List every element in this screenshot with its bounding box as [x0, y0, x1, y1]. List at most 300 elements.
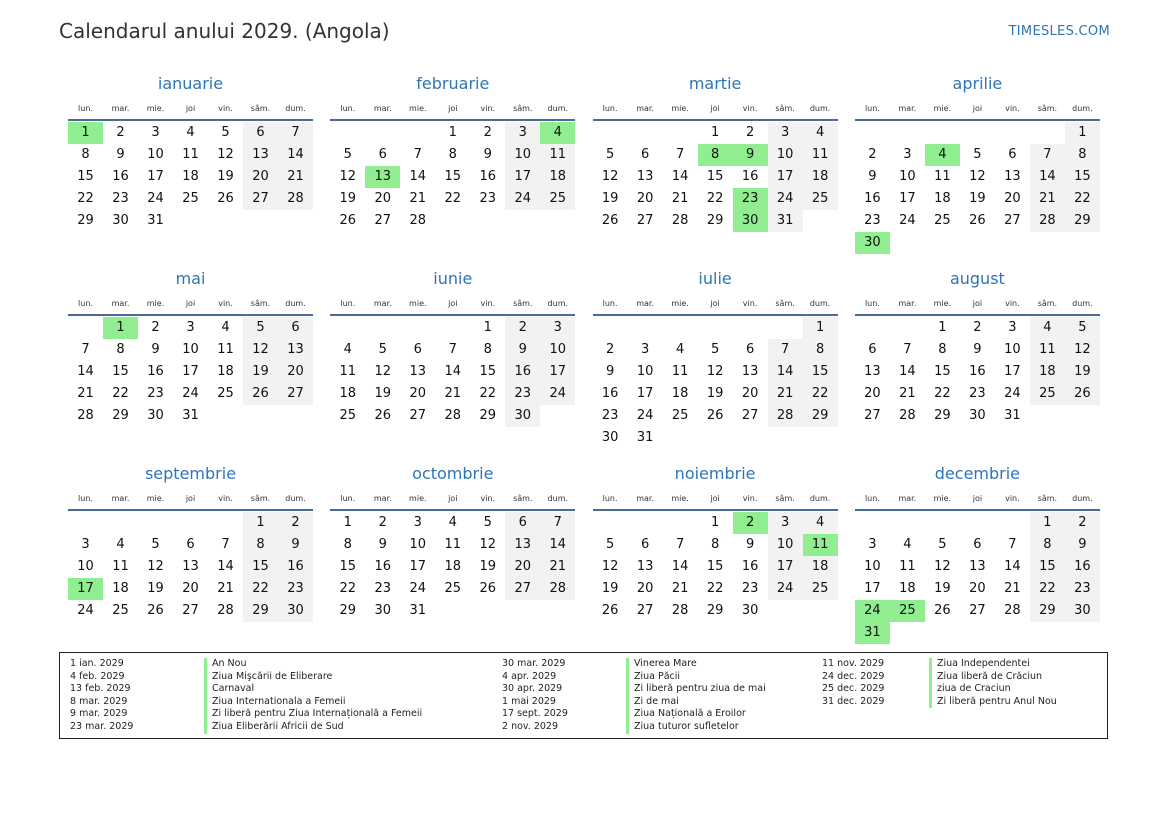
day-cell: 15 [444, 169, 462, 184]
day-cell: 25 [182, 191, 199, 206]
day-cell: 3 [151, 125, 160, 140]
holiday-day-cell: 1 [68, 122, 103, 144]
day-cell: 14 [671, 559, 689, 574]
weekday-label: mie. [409, 494, 427, 503]
day-cell: 20 [1004, 191, 1021, 206]
day-cell: 9 [1065, 534, 1100, 556]
day-cell: 8 [81, 147, 90, 162]
day-cell: 15 [1030, 556, 1065, 578]
day-cell: 30 [278, 600, 313, 622]
day-cell: 13 [636, 559, 654, 574]
day-cell: 30 [741, 603, 759, 618]
month-divider [68, 119, 313, 121]
day-cell: 8 [116, 342, 125, 357]
day-cell: 2 [605, 342, 615, 357]
weekday-label: vin. [1005, 299, 1020, 308]
weekday-label: dum. [809, 104, 831, 113]
day-cell: 18 [339, 386, 357, 401]
day-cell: 4 [803, 122, 838, 144]
day-cell: 11 [1030, 339, 1065, 361]
day-cell: 10 [864, 559, 881, 574]
month-name: septembrie [144, 464, 237, 483]
day-cell: 8 [710, 537, 720, 552]
day-cell: 7 [903, 342, 912, 357]
day-cell: 27 [243, 188, 278, 210]
day-cell: 21 [444, 386, 462, 401]
weekday-label: mie. [409, 299, 427, 308]
day-cell: 19 [243, 361, 278, 383]
day-cell: 21 [77, 386, 94, 401]
day-cell: 29 [1030, 600, 1065, 622]
day-cell: 9 [868, 169, 877, 184]
day-cell: 16 [374, 559, 392, 574]
day-cell: 23 [147, 386, 164, 401]
day-cell: 2 [151, 320, 160, 335]
day-cell: 15 [479, 364, 497, 379]
day-cell: 8 [803, 339, 838, 361]
day-cell: 12 [339, 169, 357, 184]
day-cell: 23 [969, 386, 986, 401]
day-cell: 6 [243, 122, 278, 144]
day-cell: 5 [243, 317, 278, 339]
day-cell: 8 [1030, 534, 1065, 556]
day-cell: 20 [409, 386, 427, 401]
weekday-label: joi [972, 104, 983, 113]
day-cell: 2 [745, 125, 755, 140]
day-cell: 23 [864, 213, 881, 228]
day-cell: 19 [969, 191, 986, 206]
day-cell: 20 [374, 191, 392, 206]
day-cell: 28 [77, 408, 94, 423]
weekday-label: sâm. [1037, 299, 1058, 308]
day-cell: 5 [1065, 317, 1100, 339]
holiday-name: Ziua Independentei [929, 658, 1057, 671]
weekday-label: sâm. [513, 104, 533, 113]
weekday-label: vin. [218, 299, 233, 308]
holiday-day-cell: 4 [540, 122, 575, 144]
day-cell: 31 [1004, 408, 1021, 423]
day-cell: 9 [116, 147, 125, 162]
day-cell: 6 [640, 147, 650, 162]
day-cell: 2 [1065, 512, 1100, 534]
weekday-label: lun. [78, 299, 93, 308]
day-cell: 24 [1004, 386, 1021, 401]
day-cell: 20 [636, 191, 654, 206]
weekday-label: mie. [933, 494, 952, 503]
day-cell: 26 [339, 213, 357, 228]
weekday-label: vin. [480, 104, 496, 113]
weekday-label: dum. [809, 299, 831, 308]
day-cell: 3 [640, 342, 650, 357]
weekday-label: sâm. [250, 299, 271, 308]
day-cell: 12 [601, 169, 619, 184]
day-cell: 28 [409, 213, 427, 228]
day-cell: 12 [243, 339, 278, 361]
day-cell: 24 [899, 213, 916, 228]
month-name: decembrie [934, 464, 1021, 483]
day-cell: 1 [1030, 512, 1065, 534]
month-name: iulie [698, 269, 732, 288]
day-cell: 16 [864, 191, 881, 206]
weekday-label: lun. [340, 104, 356, 113]
day-cell: 13 [636, 169, 654, 184]
day-cell: 11 [934, 169, 951, 184]
day-cell: 29 [706, 603, 724, 618]
day-cell: 19 [374, 386, 392, 401]
day-cell: 23 [278, 578, 313, 600]
day-cell: 4 [221, 320, 230, 335]
day-cell: 9 [151, 342, 160, 357]
day-cell: 29 [479, 408, 497, 423]
day-cell: 26 [706, 408, 724, 423]
day-cell: 24 [77, 603, 94, 618]
day-cell: 3 [903, 147, 912, 162]
month-divider [855, 509, 1100, 511]
holiday-name: Ziua Internationala a Femeii [204, 696, 422, 709]
day-cell: 14 [217, 559, 234, 574]
day-cell: 30 [601, 430, 619, 445]
day-cell: 14 [899, 364, 916, 379]
weekday-label: joi [972, 494, 983, 503]
day-cell: 31 [147, 213, 164, 228]
day-cell: 14 [1030, 166, 1065, 188]
day-cell: 19 [706, 386, 724, 401]
weekday-label: mar. [636, 299, 654, 308]
day-cell: 25 [444, 581, 462, 596]
day-cell: 4 [1030, 317, 1065, 339]
weekday-label: vin. [480, 494, 496, 503]
holiday-date: 25 dec. 2029 [822, 683, 885, 695]
weekday-label: joi [710, 104, 720, 113]
legend-names-col-2 [626, 658, 766, 734]
day-cell: 7 [1030, 144, 1065, 166]
day-cell: 16 [505, 361, 540, 383]
day-cell: 27 [278, 383, 313, 405]
day-cell: 16 [741, 169, 759, 184]
holiday-name: Ziua Păcii [626, 671, 766, 684]
day-cell: 15 [706, 559, 724, 574]
day-cell: 14 [540, 534, 575, 556]
day-cell: 26 [217, 191, 234, 206]
month-divider [855, 314, 1100, 316]
day-cell: 4 [803, 512, 838, 534]
day-cell: 29 [803, 405, 838, 427]
day-cell: 22 [934, 386, 951, 401]
day-cell: 20 [505, 556, 540, 578]
day-cell: 1 [343, 515, 352, 530]
day-cell: 24 [505, 188, 540, 210]
day-cell: 25 [1030, 383, 1065, 405]
day-cell: 29 [934, 408, 951, 423]
day-cell: 22 [444, 191, 462, 206]
day-cell: 15 [77, 169, 94, 184]
day-cell: 4 [343, 342, 352, 357]
day-cell: 4 [116, 537, 125, 552]
day-cell: 20 [741, 386, 759, 401]
day-cell: 10 [768, 534, 803, 556]
weekday-label: lun. [864, 494, 880, 503]
day-cell: 25 [540, 188, 575, 210]
day-cell: 28 [671, 213, 689, 228]
day-cell: 18 [182, 169, 199, 184]
day-cell: 15 [1065, 166, 1100, 188]
day-cell: 5 [938, 537, 947, 552]
day-cell: 10 [636, 364, 654, 379]
day-cell: 17 [1004, 364, 1021, 379]
day-cell: 5 [221, 125, 230, 140]
day-cell: 9 [973, 342, 982, 357]
holiday-day-cell: 30 [733, 210, 768, 232]
day-cell: 16 [1065, 556, 1100, 578]
weekday-label: vin. [1005, 104, 1020, 113]
weekday-label: sâm. [1037, 104, 1058, 113]
holiday-date: 17 sept. 2029 [502, 708, 568, 720]
day-cell: 28 [768, 405, 803, 427]
holiday-day-cell: 25 [890, 600, 925, 622]
day-cell: 8 [1065, 144, 1100, 166]
day-cell: 30 [112, 213, 129, 228]
day-cell: 2 [505, 317, 540, 339]
day-cell: 18 [540, 166, 575, 188]
holiday-date: 31 dec. 2029 [822, 695, 885, 707]
month-divider [330, 314, 575, 316]
holiday-date: 23 mar. 2029 [70, 720, 134, 732]
day-cell: 24 [409, 581, 427, 596]
weekday-label: mie. [933, 104, 952, 113]
weekday-label: mie. [146, 104, 165, 113]
weekday-label: lun. [602, 299, 618, 308]
weekday-label: vin. [742, 299, 758, 308]
holiday-legend [59, 652, 1108, 739]
day-cell: 13 [1004, 169, 1021, 184]
day-cell: 27 [741, 408, 759, 423]
day-cell: 7 [413, 147, 422, 162]
day-cell: 31 [636, 430, 654, 445]
day-cell: 22 [112, 386, 129, 401]
day-cell: 31 [409, 603, 427, 618]
day-cell: 7 [1008, 537, 1017, 552]
weekday-label: mie. [146, 299, 165, 308]
day-cell: 6 [186, 537, 195, 552]
day-cell: 25 [803, 188, 838, 210]
day-cell: 26 [934, 603, 951, 618]
day-cell: 1 [710, 515, 720, 530]
day-cell: 9 [605, 364, 615, 379]
day-cell: 21 [768, 383, 803, 405]
holiday-day-cell: 23 [733, 188, 768, 210]
month-divider [593, 119, 838, 121]
day-cell: 19 [217, 169, 234, 184]
day-cell: 18 [444, 559, 462, 574]
month-divider [330, 509, 575, 511]
holiday-day-cell: 31 [855, 622, 890, 644]
day-cell: 23 [505, 383, 540, 405]
day-cell: 6 [413, 342, 422, 357]
day-cell: 10 [899, 169, 916, 184]
day-cell: 2 [378, 515, 387, 530]
day-cell: 16 [278, 556, 313, 578]
day-cell: 10 [147, 147, 164, 162]
weekday-label: dum. [1072, 494, 1093, 503]
weekday-label: dum. [547, 299, 569, 308]
day-cell: 12 [601, 559, 619, 574]
day-cell: 1 [803, 317, 838, 339]
day-cell: 17 [409, 559, 427, 574]
day-cell: 17 [505, 166, 540, 188]
day-cell: 7 [675, 537, 685, 552]
day-cell: 12 [479, 537, 497, 552]
day-cell: 15 [934, 364, 951, 379]
legend-names-col-1 [204, 658, 422, 734]
page-title: Calendarul anului 2029. (Angola) [59, 19, 390, 43]
day-cell: 11 [899, 559, 916, 574]
day-cell: 16 [741, 559, 759, 574]
day-cell: 22 [1065, 188, 1100, 210]
weekday-label: lun. [602, 104, 618, 113]
day-cell: 6 [278, 317, 313, 339]
weekday-label: mar. [373, 104, 392, 113]
weekday-label: dum. [1072, 104, 1093, 113]
day-cell: 10 [540, 339, 575, 361]
day-cell: 14 [444, 364, 462, 379]
holiday-name: Ziua tuturor sufletelor [626, 721, 766, 734]
weekday-label: lun. [78, 104, 93, 113]
day-cell: 14 [671, 169, 689, 184]
day-cell: 26 [147, 603, 164, 618]
day-cell: 21 [899, 386, 916, 401]
day-cell: 12 [217, 147, 234, 162]
month-divider [593, 509, 838, 511]
day-cell: 20 [243, 166, 278, 188]
day-cell: 9 [483, 147, 492, 162]
holiday-day-cell: 4 [925, 144, 960, 166]
day-cell: 16 [479, 169, 497, 184]
weekday-label: mie. [671, 299, 689, 308]
day-cell: 24 [147, 191, 164, 206]
month-divider [330, 119, 575, 121]
day-cell: 23 [479, 191, 497, 206]
day-cell: 13 [182, 559, 199, 574]
holiday-name: Ziua Națională a Eroilor [626, 708, 766, 721]
day-cell: 25 [339, 408, 357, 423]
holiday-date: 1 mai 2029 [502, 695, 556, 707]
day-cell: 21 [1030, 188, 1065, 210]
legend-dates-col-1 [70, 658, 133, 734]
day-cell: 18 [899, 581, 916, 596]
day-cell: 18 [112, 581, 129, 596]
day-cell: 22 [479, 386, 497, 401]
holiday-date: 13 feb. 2029 [70, 683, 131, 695]
day-cell: 29 [339, 603, 357, 618]
site-link[interactable]: TIMESLES.COM [1008, 24, 1110, 39]
day-cell: 6 [378, 147, 387, 162]
weekday-label: sâm. [513, 299, 533, 308]
weekday-label: joi [972, 299, 983, 308]
day-cell: 3 [413, 515, 422, 530]
day-cell: 3 [1008, 320, 1017, 335]
day-cell: 26 [479, 581, 497, 596]
day-cell: 27 [636, 213, 654, 228]
day-cell: 5 [605, 147, 615, 162]
day-cell: 17 [182, 364, 199, 379]
day-cell: 28 [671, 603, 689, 618]
holiday-day-cell: 30 [855, 232, 890, 254]
day-cell: 27 [969, 603, 986, 618]
day-cell: 4 [186, 125, 195, 140]
day-cell: 12 [706, 364, 724, 379]
day-cell: 30 [147, 408, 164, 423]
month-name: octombrie [412, 464, 494, 483]
day-cell: 27 [182, 603, 199, 618]
day-cell: 16 [147, 364, 164, 379]
day-cell: 26 [374, 408, 392, 423]
day-cell: 2 [973, 320, 982, 335]
day-cell: 10 [77, 559, 94, 574]
day-cell: 13 [969, 559, 986, 574]
day-cell: 7 [278, 122, 313, 144]
day-cell: 5 [973, 147, 982, 162]
day-cell: 28 [1030, 210, 1065, 232]
day-cell: 22 [1030, 578, 1065, 600]
day-cell: 7 [540, 512, 575, 534]
day-cell: 18 [217, 364, 234, 379]
day-cell: 19 [934, 581, 951, 596]
day-cell: 9 [378, 537, 387, 552]
month-name: martie [688, 74, 742, 93]
holiday-day-cell: 1 [103, 317, 138, 339]
weekday-label: lun. [340, 299, 356, 308]
day-cell: 5 [483, 515, 492, 530]
day-cell: 2 [868, 147, 877, 162]
day-cell: 14 [278, 144, 313, 166]
holiday-date: 4 feb. 2029 [70, 670, 125, 682]
day-cell: 16 [969, 364, 986, 379]
holiday-date: 2 nov. 2029 [502, 720, 558, 732]
day-cell: 4 [675, 342, 685, 357]
day-cell: 10 [1004, 342, 1021, 357]
weekday-label: vin. [742, 104, 758, 113]
weekday-label: mie. [933, 299, 952, 308]
day-cell: 16 [601, 386, 619, 401]
day-cell: 19 [1065, 361, 1100, 383]
holiday-name: Zi de mai [626, 696, 766, 709]
day-cell: 17 [768, 166, 803, 188]
day-cell: 22 [339, 581, 357, 596]
day-cell: 6 [1008, 147, 1017, 162]
day-cell: 10 [768, 144, 803, 166]
weekday-label: mie. [146, 494, 165, 503]
day-cell: 19 [601, 191, 619, 206]
day-cell: 6 [640, 537, 650, 552]
day-cell: 17 [147, 169, 164, 184]
day-cell: 6 [973, 537, 982, 552]
day-cell: 19 [479, 559, 497, 574]
day-cell: 21 [409, 191, 427, 206]
holiday-day-cell: 11 [803, 534, 838, 556]
day-cell: 25 [934, 213, 951, 228]
day-cell: 26 [601, 213, 619, 228]
day-cell: 17 [636, 386, 654, 401]
weekday-label: dum. [1072, 299, 1093, 308]
month-name: august [949, 269, 1005, 288]
day-cell: 22 [706, 581, 724, 596]
day-cell: 11 [112, 559, 129, 574]
holiday-day-cell: 8 [698, 144, 733, 166]
weekday-label: mar. [898, 494, 917, 503]
day-cell: 24 [182, 386, 199, 401]
day-cell: 30 [374, 603, 392, 618]
day-cell: 15 [112, 364, 129, 379]
